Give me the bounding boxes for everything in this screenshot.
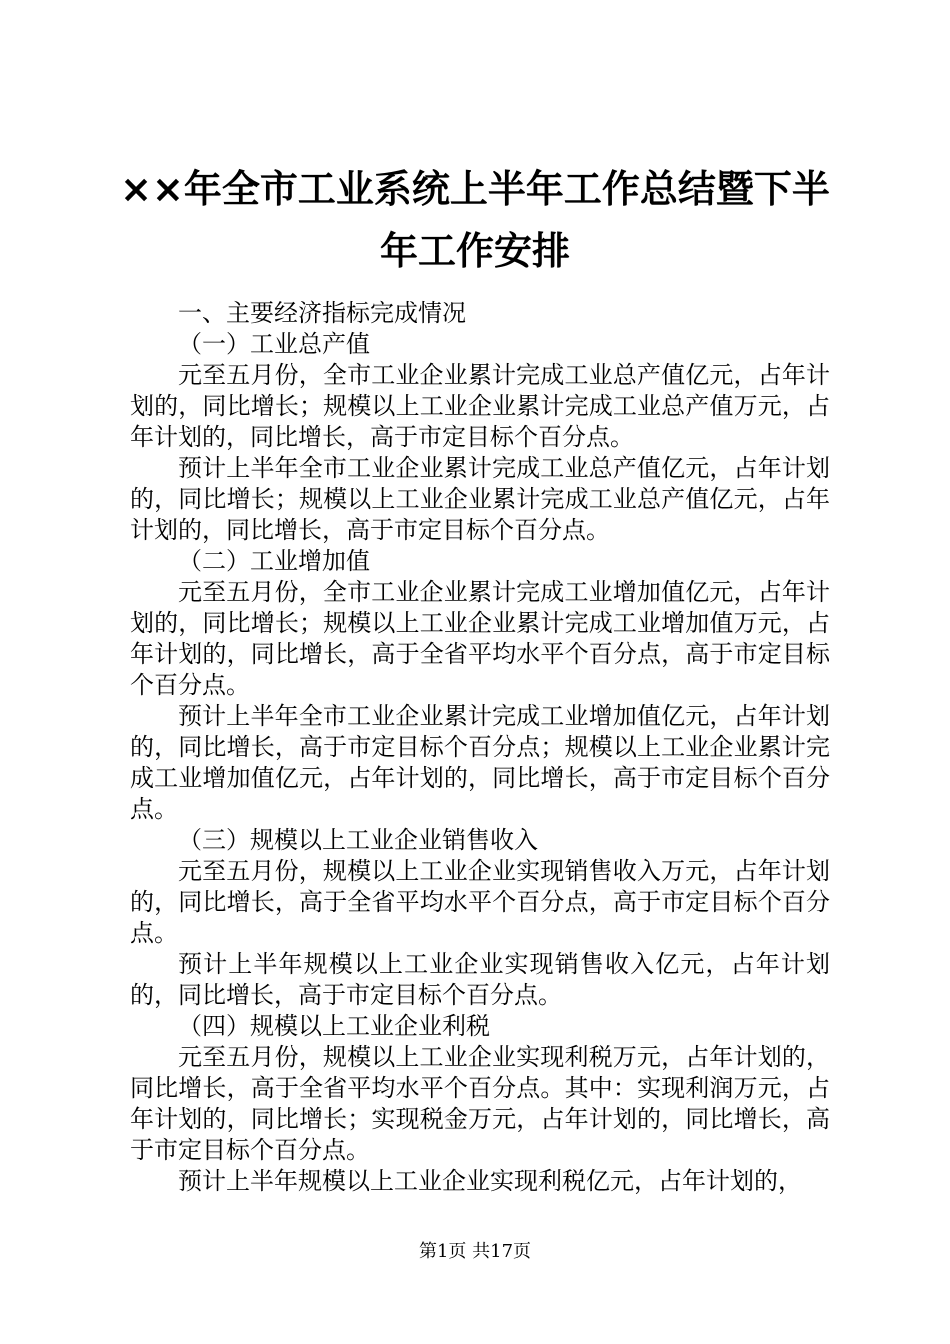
- body-paragraph: 元至五月份，规模以上工业企业实现利税万元，占年计划的，同比增长，高于全省平均水平个百分点。其中：实现利润万元，占年计划的，同比增长；实现税金万元，占年计划的，同比增长，高于市定目标个百分点。: [130, 1043, 830, 1164]
- body-paragraph: 预计上半年规模以上工业企业实现利税亿元，占年计划的，: [178, 1167, 802, 1195]
- body-paragraph: 元至五月份，全市工业企业累计完成工业增加值亿元，占年计划的，同比增长；规模以上工业企业累计完成工业增加值万元，占年计划的，同比增长，高于全省平均水平个百分点，高于市定目标个百分点。: [130, 578, 830, 699]
- document-body: [130, 298, 830, 1197]
- body-paragraph: 预计上半年全市工业企业累计完成工业增加值亿元，占年计划的，同比增长，高于市定目标个百分点；规模以上工业企业累计完成工业增加值亿元，占年计划的，同比增长，高于市定目标个百分点。: [130, 702, 830, 823]
- document-title: ××年全市工业系统上半年工作总结暨下半年工作安排: [120, 167, 830, 273]
- body-paragraph: 预计上半年规模以上工业企业实现销售收入亿元，占年计划的，同比增长，高于市定目标个百分点。: [130, 950, 830, 1009]
- body-paragraph: 元至五月份，全市工业企业累计完成工业总产值亿元，占年计划的，同比增长；规模以上工业企业累计完成工业总产值万元，占年计划的，同比增长，高于市定目标个百分点。: [130, 361, 830, 451]
- page-footer: 第1页 共17页: [418, 1241, 532, 1262]
- section-heading: 一、主要经济指标完成情况: [178, 299, 466, 327]
- subsection-heading: （四）规模以上工业企业利税: [178, 1012, 490, 1040]
- subsection-heading: （二）工业增加值: [178, 547, 370, 575]
- subsection-heading: （一）工业总产值: [178, 330, 370, 358]
- body-paragraph: 元至五月份，规模以上工业企业实现销售收入万元，占年计划的，同比增长，高于全省平均水平个百分点，高于市定目标个百分点。: [130, 857, 830, 947]
- subsection-heading: （三）规模以上工业企业销售收入: [178, 826, 538, 854]
- body-paragraph: 预计上半年全市工业企业累计完成工业总产值亿元，占年计划的，同比增长；规模以上工业企业累计完成工业总产值亿元，占年计划的，同比增长，高于市定目标个百分点。: [130, 454, 830, 544]
